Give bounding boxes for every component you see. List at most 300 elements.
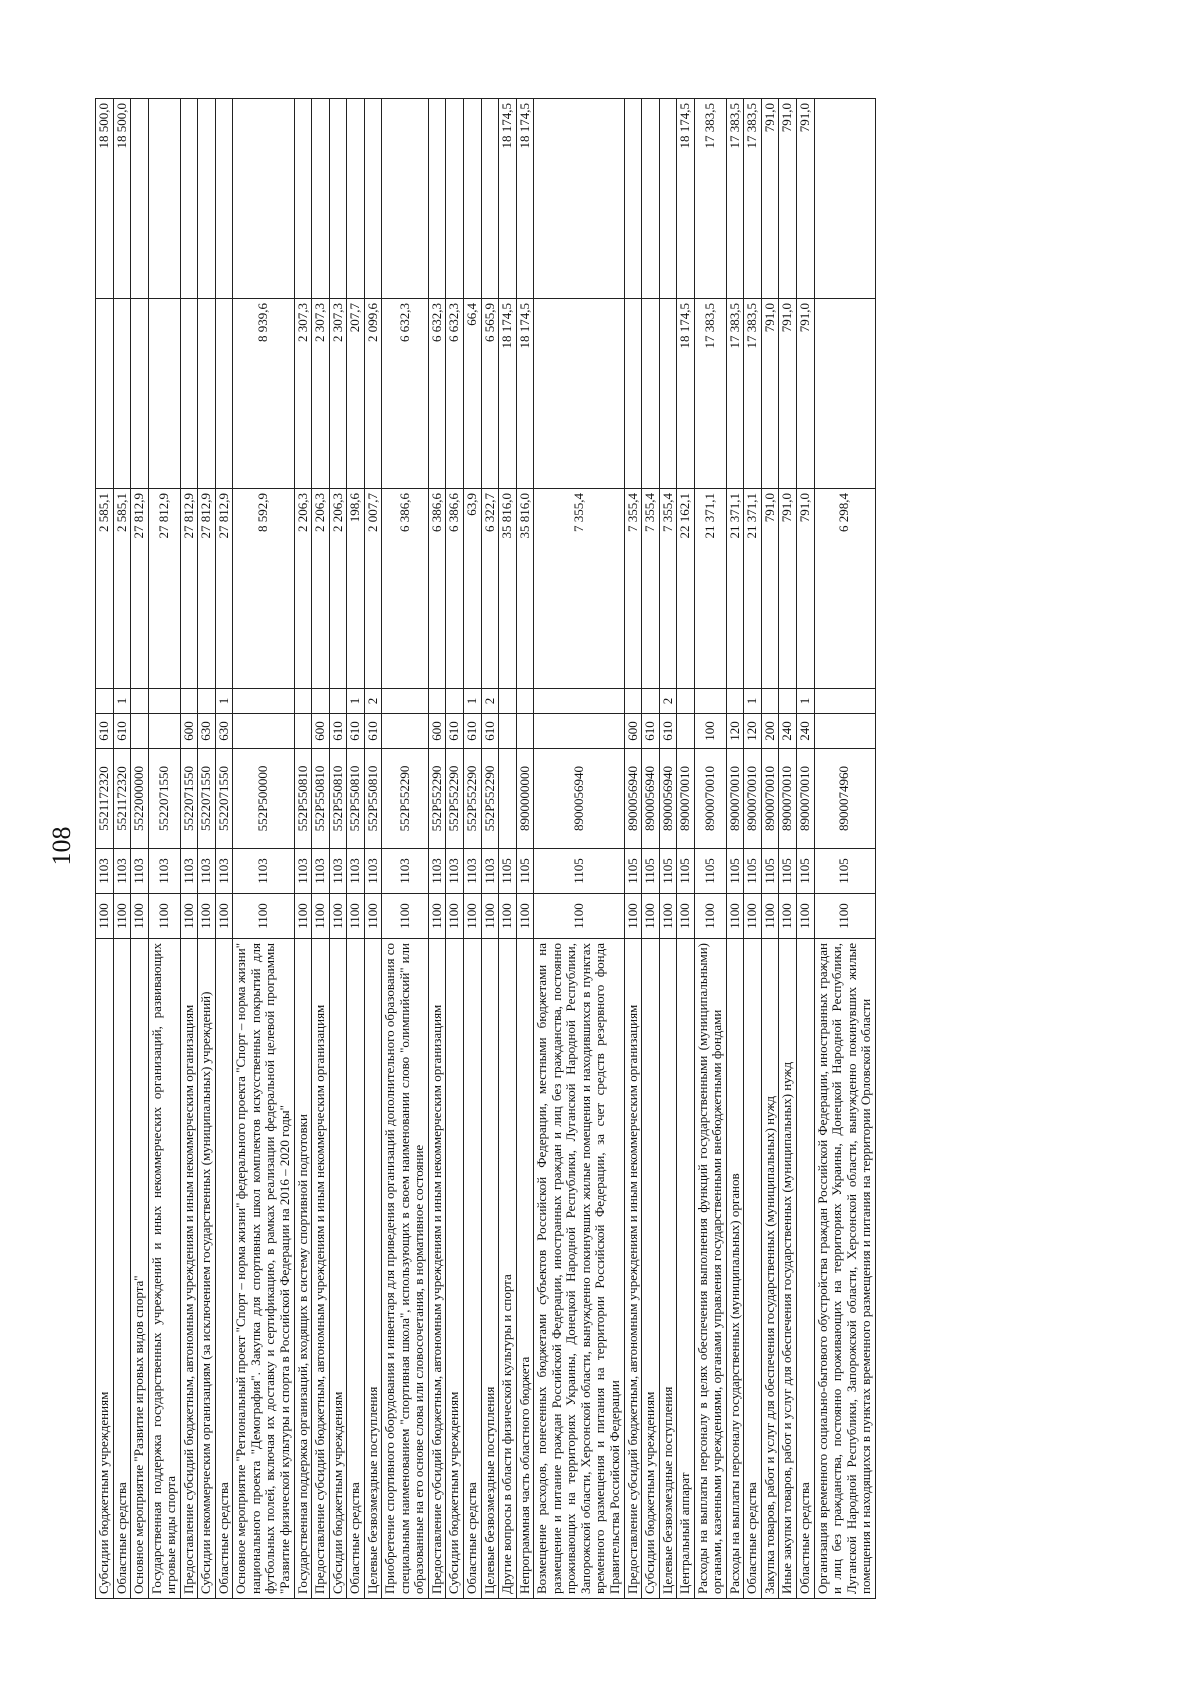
amount-year1-cell: 27 812,9 [198, 489, 216, 689]
amount-year1-cell: 21 371,1 [744, 489, 762, 689]
vr-cell [814, 714, 875, 749]
razdel-cell: 1100 [744, 894, 762, 939]
razdel-cell: 1100 [499, 894, 517, 939]
source-cell [779, 689, 797, 714]
amount-year3-cell: 17 383,5 [744, 99, 762, 299]
vr-cell [233, 714, 294, 749]
razdel-cell: 1100 [180, 894, 198, 939]
razdel-cell: 1100 [312, 894, 330, 939]
razdel-cell: 1100 [428, 894, 446, 939]
row-name-cell: Областные средства [744, 939, 762, 1599]
amount-year2-cell: 6 632,3 [428, 299, 446, 489]
vr-cell: 610 [659, 714, 677, 749]
row-name-cell: Организация временного социально-бытового обустройства граждан Российской Федерации, иностранных граждан и лиц без гражданства, постоянно проживающих на территориях Украины, Донецкой Народной Республики, Луганской Народной Республики, Запорожской области, Херсонской области, вынужденно покинувших жилые помещения и находящихся в пунктах временного размещения и питания на территории Орловской области [814, 939, 875, 1599]
source-cell [642, 689, 660, 714]
row-name-cell: Предоставление субсидий бюджетным, автономным учреждениям и иным некоммерческим организациям [180, 939, 198, 1599]
csr-cell: 5522071550 [180, 749, 198, 849]
podrazdel-cell: 1103 [294, 849, 312, 894]
amount-year1-cell: 2 206,3 [329, 489, 347, 689]
row-name-cell: Субсидии бюджетным учреждениям [329, 939, 347, 1599]
amount-year1-cell: 6 386,6 [446, 489, 464, 689]
amount-year1-cell: 27 812,9 [148, 489, 180, 689]
amount-year1-cell: 6 386,6 [428, 489, 446, 689]
csr-cell: 552P552290 [464, 749, 482, 849]
vr-cell [499, 714, 517, 749]
razdel-cell: 1100 [364, 894, 382, 939]
table-row [233, 99, 294, 1599]
source-cell [516, 689, 534, 714]
source-cell: 1 [215, 689, 233, 714]
vr-cell [294, 714, 312, 749]
podrazdel-cell: 1105 [694, 849, 726, 894]
source-cell [233, 689, 294, 714]
amount-year1-cell: 6 386,6 [382, 489, 429, 689]
amount-year3-cell [148, 99, 180, 299]
amount-year2-cell: 207,7 [347, 299, 365, 489]
razdel-cell: 1100 [347, 894, 365, 939]
row-name-cell: Государственная поддержка организаций, входящих в систему спортивной подготовки [294, 939, 312, 1599]
row-name-cell: Областные средства [796, 939, 814, 1599]
razdel-cell: 1100 [96, 894, 114, 939]
csr-cell: 8900070010 [761, 749, 779, 849]
amount-year1-cell: 27 812,9 [131, 489, 149, 689]
vr-cell: 610 [446, 714, 464, 749]
amount-year3-cell [329, 99, 347, 299]
csr-cell: 552P550810 [364, 749, 382, 849]
amount-year3-cell: 17 383,5 [726, 99, 744, 299]
podrazdel-cell: 1103 [312, 849, 330, 894]
vr-cell [534, 714, 624, 749]
table-row [113, 99, 131, 1599]
razdel-cell: 1100 [464, 894, 482, 939]
source-cell [624, 689, 642, 714]
source-cell [761, 689, 779, 714]
amount-year2-cell [113, 299, 131, 489]
source-cell [726, 689, 744, 714]
amount-year3-cell: 18 500,0 [113, 99, 131, 299]
podrazdel-cell: 1105 [744, 849, 762, 894]
razdel-cell: 1100 [131, 894, 149, 939]
vr-cell [131, 714, 149, 749]
podrazdel-cell: 1105 [726, 849, 744, 894]
table-row [796, 99, 814, 1599]
amount-year1-cell: 21 371,1 [694, 489, 726, 689]
amount-year2-cell [642, 299, 660, 489]
podrazdel-cell: 1103 [428, 849, 446, 894]
row-name-cell: Субсидии бюджетным учреждениям [642, 939, 660, 1599]
podrazdel-cell: 1103 [329, 849, 347, 894]
amount-year2-cell: 17 383,5 [694, 299, 726, 489]
source-cell: 1 [744, 689, 762, 714]
csr-cell: 552P552290 [481, 749, 499, 849]
table-row [499, 99, 517, 1599]
podrazdel-cell: 1103 [364, 849, 382, 894]
amount-year2-cell: 66,4 [464, 299, 482, 489]
source-cell [382, 689, 429, 714]
source-cell: 1 [347, 689, 365, 714]
table-row [642, 99, 660, 1599]
table-row [464, 99, 482, 1599]
row-name-cell: Предоставление субсидий бюджетным, автономным учреждениям и иным некоммерческим организациям [624, 939, 642, 1599]
vr-cell: 630 [215, 714, 233, 749]
razdel-cell: 1100 [516, 894, 534, 939]
razdel-cell: 1100 [659, 894, 677, 939]
razdel-cell: 1100 [779, 894, 797, 939]
budget-table-container [95, 99, 1158, 1599]
razdel-cell: 1100 [694, 894, 726, 939]
csr-cell: 552P550810 [294, 749, 312, 849]
source-cell [677, 689, 695, 714]
csr-cell: 552P552290 [428, 749, 446, 849]
csr-cell: 552P550810 [312, 749, 330, 849]
podrazdel-cell: 1105 [499, 849, 517, 894]
csr-cell [499, 749, 517, 849]
source-cell [294, 689, 312, 714]
amount-year1-cell: 22 162,1 [677, 489, 695, 689]
table-row [329, 99, 347, 1599]
amount-year3-cell [215, 99, 233, 299]
table-row [347, 99, 365, 1599]
amount-year2-cell: 6 565,9 [481, 299, 499, 489]
source-cell [148, 689, 180, 714]
row-name-cell: Областные средства [464, 939, 482, 1599]
amount-year3-cell: 18 174,5 [499, 99, 517, 299]
row-name-cell: Непрограммная часть областного бюджета [516, 939, 534, 1599]
page-number: 108 [47, 826, 76, 866]
podrazdel-cell: 1105 [659, 849, 677, 894]
csr-cell: 8900070010 [677, 749, 695, 849]
table-row [198, 99, 216, 1599]
csr-cell: 8900070010 [694, 749, 726, 849]
csr-cell: 5522000000 [131, 749, 149, 849]
source-cell: 1 [113, 689, 131, 714]
amount-year3-cell [233, 99, 294, 299]
podrazdel-cell: 1105 [642, 849, 660, 894]
source-cell [131, 689, 149, 714]
row-name-cell: Центральный аппарат [677, 939, 695, 1599]
podrazdel-cell: 1103 [481, 849, 499, 894]
table-row [694, 99, 726, 1599]
amount-year1-cell: 8 592,9 [233, 489, 294, 689]
vr-cell: 120 [726, 714, 744, 749]
csr-cell: 5522071550 [198, 749, 216, 849]
vr-cell [382, 714, 429, 749]
csr-cell: 8900056940 [659, 749, 677, 849]
row-name-cell: Расходы на выплаты персоналу в целях обеспечения выполнения функций государственными (муниципальными) органами, казенными учреждениями, органами управления государственными внебюджетными фондами [694, 939, 726, 1599]
source-cell [694, 689, 726, 714]
row-name-cell: Целевые безвозмездные поступления [364, 939, 382, 1599]
row-name-cell: Областные средства [215, 939, 233, 1599]
amount-year1-cell: 791,0 [761, 489, 779, 689]
table-row [534, 99, 624, 1599]
amount-year3-cell [464, 99, 482, 299]
source-cell [180, 689, 198, 714]
amount-year2-cell [659, 299, 677, 489]
amount-year3-cell: 791,0 [779, 99, 797, 299]
row-name-cell: Предоставление субсидий бюджетным, автономным учреждениям и иным некоммерческим организациям [428, 939, 446, 1599]
table-row [677, 99, 695, 1599]
amount-year2-cell: 791,0 [779, 299, 797, 489]
table-row [96, 99, 114, 1599]
vr-cell: 610 [481, 714, 499, 749]
amount-year2-cell: 18 174,5 [677, 299, 695, 489]
podrazdel-cell: 1103 [382, 849, 429, 894]
razdel-cell: 1100 [329, 894, 347, 939]
amount-year2-cell: 791,0 [761, 299, 779, 489]
row-name-cell: Субсидии некоммерческим организациям (за исключением государственных (муниципальных) учреждений) [198, 939, 216, 1599]
vr-cell: 610 [364, 714, 382, 749]
podrazdel-cell: 1105 [779, 849, 797, 894]
amount-year1-cell: 27 812,9 [180, 489, 198, 689]
row-name-cell: Другие вопросы в области физической культуры и спорта [499, 939, 517, 1599]
amount-year3-cell [347, 99, 365, 299]
amount-year1-cell: 2 007,7 [364, 489, 382, 689]
csr-cell: 8900056940 [624, 749, 642, 849]
row-name-cell: Основное мероприятие "Развитие игровых видов спорта" [131, 939, 149, 1599]
row-name-cell: Целевые безвозмездные поступления [659, 939, 677, 1599]
amount-year1-cell: 6 322,7 [481, 489, 499, 689]
amount-year2-cell [96, 299, 114, 489]
vr-cell: 630 [198, 714, 216, 749]
table-row [312, 99, 330, 1599]
table-row [215, 99, 233, 1599]
csr-cell: 552P500000 [233, 749, 294, 849]
vr-cell: 200 [761, 714, 779, 749]
vr-cell [677, 714, 695, 749]
amount-year2-cell: 2 307,3 [329, 299, 347, 489]
vr-cell: 600 [312, 714, 330, 749]
amount-year2-cell [814, 299, 875, 489]
source-cell [814, 689, 875, 714]
table-row [726, 99, 744, 1599]
table-row [180, 99, 198, 1599]
source-cell: 2 [364, 689, 382, 714]
amount-year3-cell: 18 174,5 [516, 99, 534, 299]
table-row [779, 99, 797, 1599]
podrazdel-cell: 1105 [534, 849, 624, 894]
amount-year2-cell: 2 307,3 [312, 299, 330, 489]
podrazdel-cell: 1103 [347, 849, 365, 894]
podrazdel-cell: 1105 [814, 849, 875, 894]
csr-cell: 5522071550 [148, 749, 180, 849]
amount-year2-cell: 6 632,3 [382, 299, 429, 489]
source-cell [312, 689, 330, 714]
amount-year1-cell: 2 585,1 [113, 489, 131, 689]
amount-year1-cell: 7 355,4 [642, 489, 660, 689]
amount-year1-cell: 6 298,4 [814, 489, 875, 689]
csr-cell: 8900074960 [814, 749, 875, 849]
source-cell [329, 689, 347, 714]
amount-year3-cell [814, 99, 875, 299]
amount-year2-cell: 17 383,5 [744, 299, 762, 489]
amount-year2-cell [534, 299, 624, 489]
amount-year3-cell [534, 99, 624, 299]
csr-cell: 5522071550 [215, 749, 233, 849]
razdel-cell: 1100 [796, 894, 814, 939]
podrazdel-cell: 1105 [624, 849, 642, 894]
amount-year2-cell: 18 174,5 [499, 299, 517, 489]
table-row [131, 99, 149, 1599]
razdel-cell: 1100 [814, 894, 875, 939]
amount-year2-cell [624, 299, 642, 489]
podrazdel-cell: 1103 [131, 849, 149, 894]
row-name-cell: Возмещение расходов, понесенных бюджетами субъектов Российской Федерации, местными бюджетами на размещение и питание граждан Российской Федерации, иностранных граждан и лиц без гражданства, постоянно проживающих на территориях Украины, Донецкой Народной Республики, Луганской Народной Республики, Запорожской области, Херсонской области, вынужденно покинувших жилые помещения и находившихся в пунктах временного размещения и питания на территории Российской Федерации, за счет средств резервного фонда Правительства Российской Федерации [534, 939, 624, 1599]
row-name-cell: Государственная поддержка государственных учреждений и иных некоммерческих организаций, развивающих игровые виды спорта [148, 939, 180, 1599]
csr-cell: 8900070010 [779, 749, 797, 849]
row-name-cell: Целевые безвозмездные поступления [481, 939, 499, 1599]
table-row [744, 99, 762, 1599]
row-name-cell: Иные закупки товаров, работ и услуг для обеспечения государственных (муниципальных) нужд [779, 939, 797, 1599]
table-row [428, 99, 446, 1599]
amount-year3-cell [364, 99, 382, 299]
amount-year2-cell: 18 174,5 [516, 299, 534, 489]
amount-year1-cell: 27 812,9 [215, 489, 233, 689]
vr-cell: 240 [779, 714, 797, 749]
source-cell [96, 689, 114, 714]
csr-cell: 8900056940 [642, 749, 660, 849]
podrazdel-cell: 1105 [516, 849, 534, 894]
amount-year3-cell [198, 99, 216, 299]
csr-cell: 8900000000 [516, 749, 534, 849]
amount-year2-cell: 2 307,3 [294, 299, 312, 489]
source-cell: 2 [481, 689, 499, 714]
csr-cell: 8900070010 [796, 749, 814, 849]
amount-year3-cell [642, 99, 660, 299]
podrazdel-cell: 1105 [761, 849, 779, 894]
row-name-cell: Закупка товаров, работ и услуг для обеспечения государственных (муниципальных) нужд [761, 939, 779, 1599]
row-name-cell: Основное мероприятие "Региональный проект "Спорт – норма жизни" федерального проекта "Спорт – норма жизни" национального проекта "Демография". Закупка для спортивных школ комплектов искусственных покрытий для футбольных полей, включая их доставку и сертификацию, в рамках реализации федеральной целевой программы "Развитие физической культуры и спорта в Российской Федерации на 2016 – 2020 годы" [233, 939, 294, 1599]
amount-year3-cell: 18 500,0 [96, 99, 114, 299]
amount-year3-cell [312, 99, 330, 299]
amount-year3-cell [659, 99, 677, 299]
vr-cell: 610 [464, 714, 482, 749]
csr-cell: 552P552290 [446, 749, 464, 849]
source-cell: 1 [464, 689, 482, 714]
razdel-cell: 1100 [534, 894, 624, 939]
row-name-cell: Областные средства [347, 939, 365, 1599]
csr-cell: 8900070010 [744, 749, 762, 849]
podrazdel-cell: 1103 [113, 849, 131, 894]
amount-year1-cell: 7 355,4 [659, 489, 677, 689]
csr-cell: 5521172320 [113, 749, 131, 849]
razdel-cell: 1100 [677, 894, 695, 939]
csr-cell: 8900070010 [726, 749, 744, 849]
amount-year3-cell [446, 99, 464, 299]
amount-year2-cell: 2 099,6 [364, 299, 382, 489]
amount-year2-cell: 6 632,3 [446, 299, 464, 489]
amount-year3-cell [428, 99, 446, 299]
podrazdel-cell: 1105 [796, 849, 814, 894]
table-row [761, 99, 779, 1599]
amount-year1-cell: 7 355,4 [534, 489, 624, 689]
row-name-cell: Субсидии бюджетным учреждениям [446, 939, 464, 1599]
amount-year1-cell: 21 371,1 [726, 489, 744, 689]
csr-cell: 552P550810 [329, 749, 347, 849]
source-cell [446, 689, 464, 714]
table-row [382, 99, 429, 1599]
podrazdel-cell: 1103 [446, 849, 464, 894]
vr-cell [148, 714, 180, 749]
podrazdel-cell: 1103 [198, 849, 216, 894]
razdel-cell: 1100 [624, 894, 642, 939]
budget-table [95, 98, 876, 1599]
table-row [659, 99, 677, 1599]
amount-year2-cell: 8 939,6 [233, 299, 294, 489]
amount-year3-cell: 791,0 [761, 99, 779, 299]
source-cell [428, 689, 446, 714]
table-row [481, 99, 499, 1599]
table-row [814, 99, 875, 1599]
amount-year3-cell [180, 99, 198, 299]
amount-year2-cell [180, 299, 198, 489]
vr-cell: 600 [428, 714, 446, 749]
amount-year3-cell [131, 99, 149, 299]
amount-year2-cell [148, 299, 180, 489]
razdel-cell: 1100 [726, 894, 744, 939]
podrazdel-cell: 1103 [464, 849, 482, 894]
vr-cell: 610 [113, 714, 131, 749]
vr-cell: 600 [180, 714, 198, 749]
table-row [364, 99, 382, 1599]
csr-cell: 8900056940 [534, 749, 624, 849]
table-row [516, 99, 534, 1599]
amount-year2-cell [198, 299, 216, 489]
table-row [446, 99, 464, 1599]
source-cell [499, 689, 517, 714]
amount-year3-cell: 18 174,5 [677, 99, 695, 299]
razdel-cell: 1100 [215, 894, 233, 939]
razdel-cell: 1100 [761, 894, 779, 939]
razdel-cell: 1100 [113, 894, 131, 939]
csr-cell: 5521172320 [96, 749, 114, 849]
razdel-cell: 1100 [382, 894, 429, 939]
vr-cell [516, 714, 534, 749]
source-cell: 2 [659, 689, 677, 714]
source-cell [534, 689, 624, 714]
razdel-cell: 1100 [148, 894, 180, 939]
amount-year2-cell [131, 299, 149, 489]
razdel-cell: 1100 [198, 894, 216, 939]
amount-year2-cell [215, 299, 233, 489]
amount-year3-cell [382, 99, 429, 299]
podrazdel-cell: 1103 [96, 849, 114, 894]
source-cell: 1 [796, 689, 814, 714]
razdel-cell: 1100 [446, 894, 464, 939]
razdel-cell: 1100 [642, 894, 660, 939]
amount-year1-cell: 198,6 [347, 489, 365, 689]
amount-year2-cell: 17 383,5 [726, 299, 744, 489]
amount-year3-cell [624, 99, 642, 299]
amount-year1-cell: 35 816,0 [499, 489, 517, 689]
source-cell [198, 689, 216, 714]
table-row [624, 99, 642, 1599]
amount-year1-cell: 2 206,3 [294, 489, 312, 689]
amount-year1-cell: 7 355,4 [624, 489, 642, 689]
row-name-cell: Расходы на выплаты персоналу государственных (муниципальных) органов [726, 939, 744, 1599]
row-name-cell: Приобретение спортивного оборудования и инвентаря для приведения организаций дополнительного образования со специальным наименованием "спортивная школа", использующих в своем наименовании слово "олимпийский" или образованные на его основе слова или словосочетания, в нормативное состояние [382, 939, 429, 1599]
budget-table-body [96, 99, 876, 1599]
amount-year3-cell [481, 99, 499, 299]
amount-year2-cell: 791,0 [796, 299, 814, 489]
amount-year1-cell: 2 206,3 [312, 489, 330, 689]
vr-cell: 120 [744, 714, 762, 749]
vr-cell: 610 [347, 714, 365, 749]
row-name-cell: Предоставление субсидий бюджетным, автономным учреждениям и иным некоммерческим организациям [312, 939, 330, 1599]
razdel-cell: 1100 [481, 894, 499, 939]
amount-year1-cell: 2 585,1 [96, 489, 114, 689]
vr-cell: 610 [96, 714, 114, 749]
vr-cell: 610 [642, 714, 660, 749]
